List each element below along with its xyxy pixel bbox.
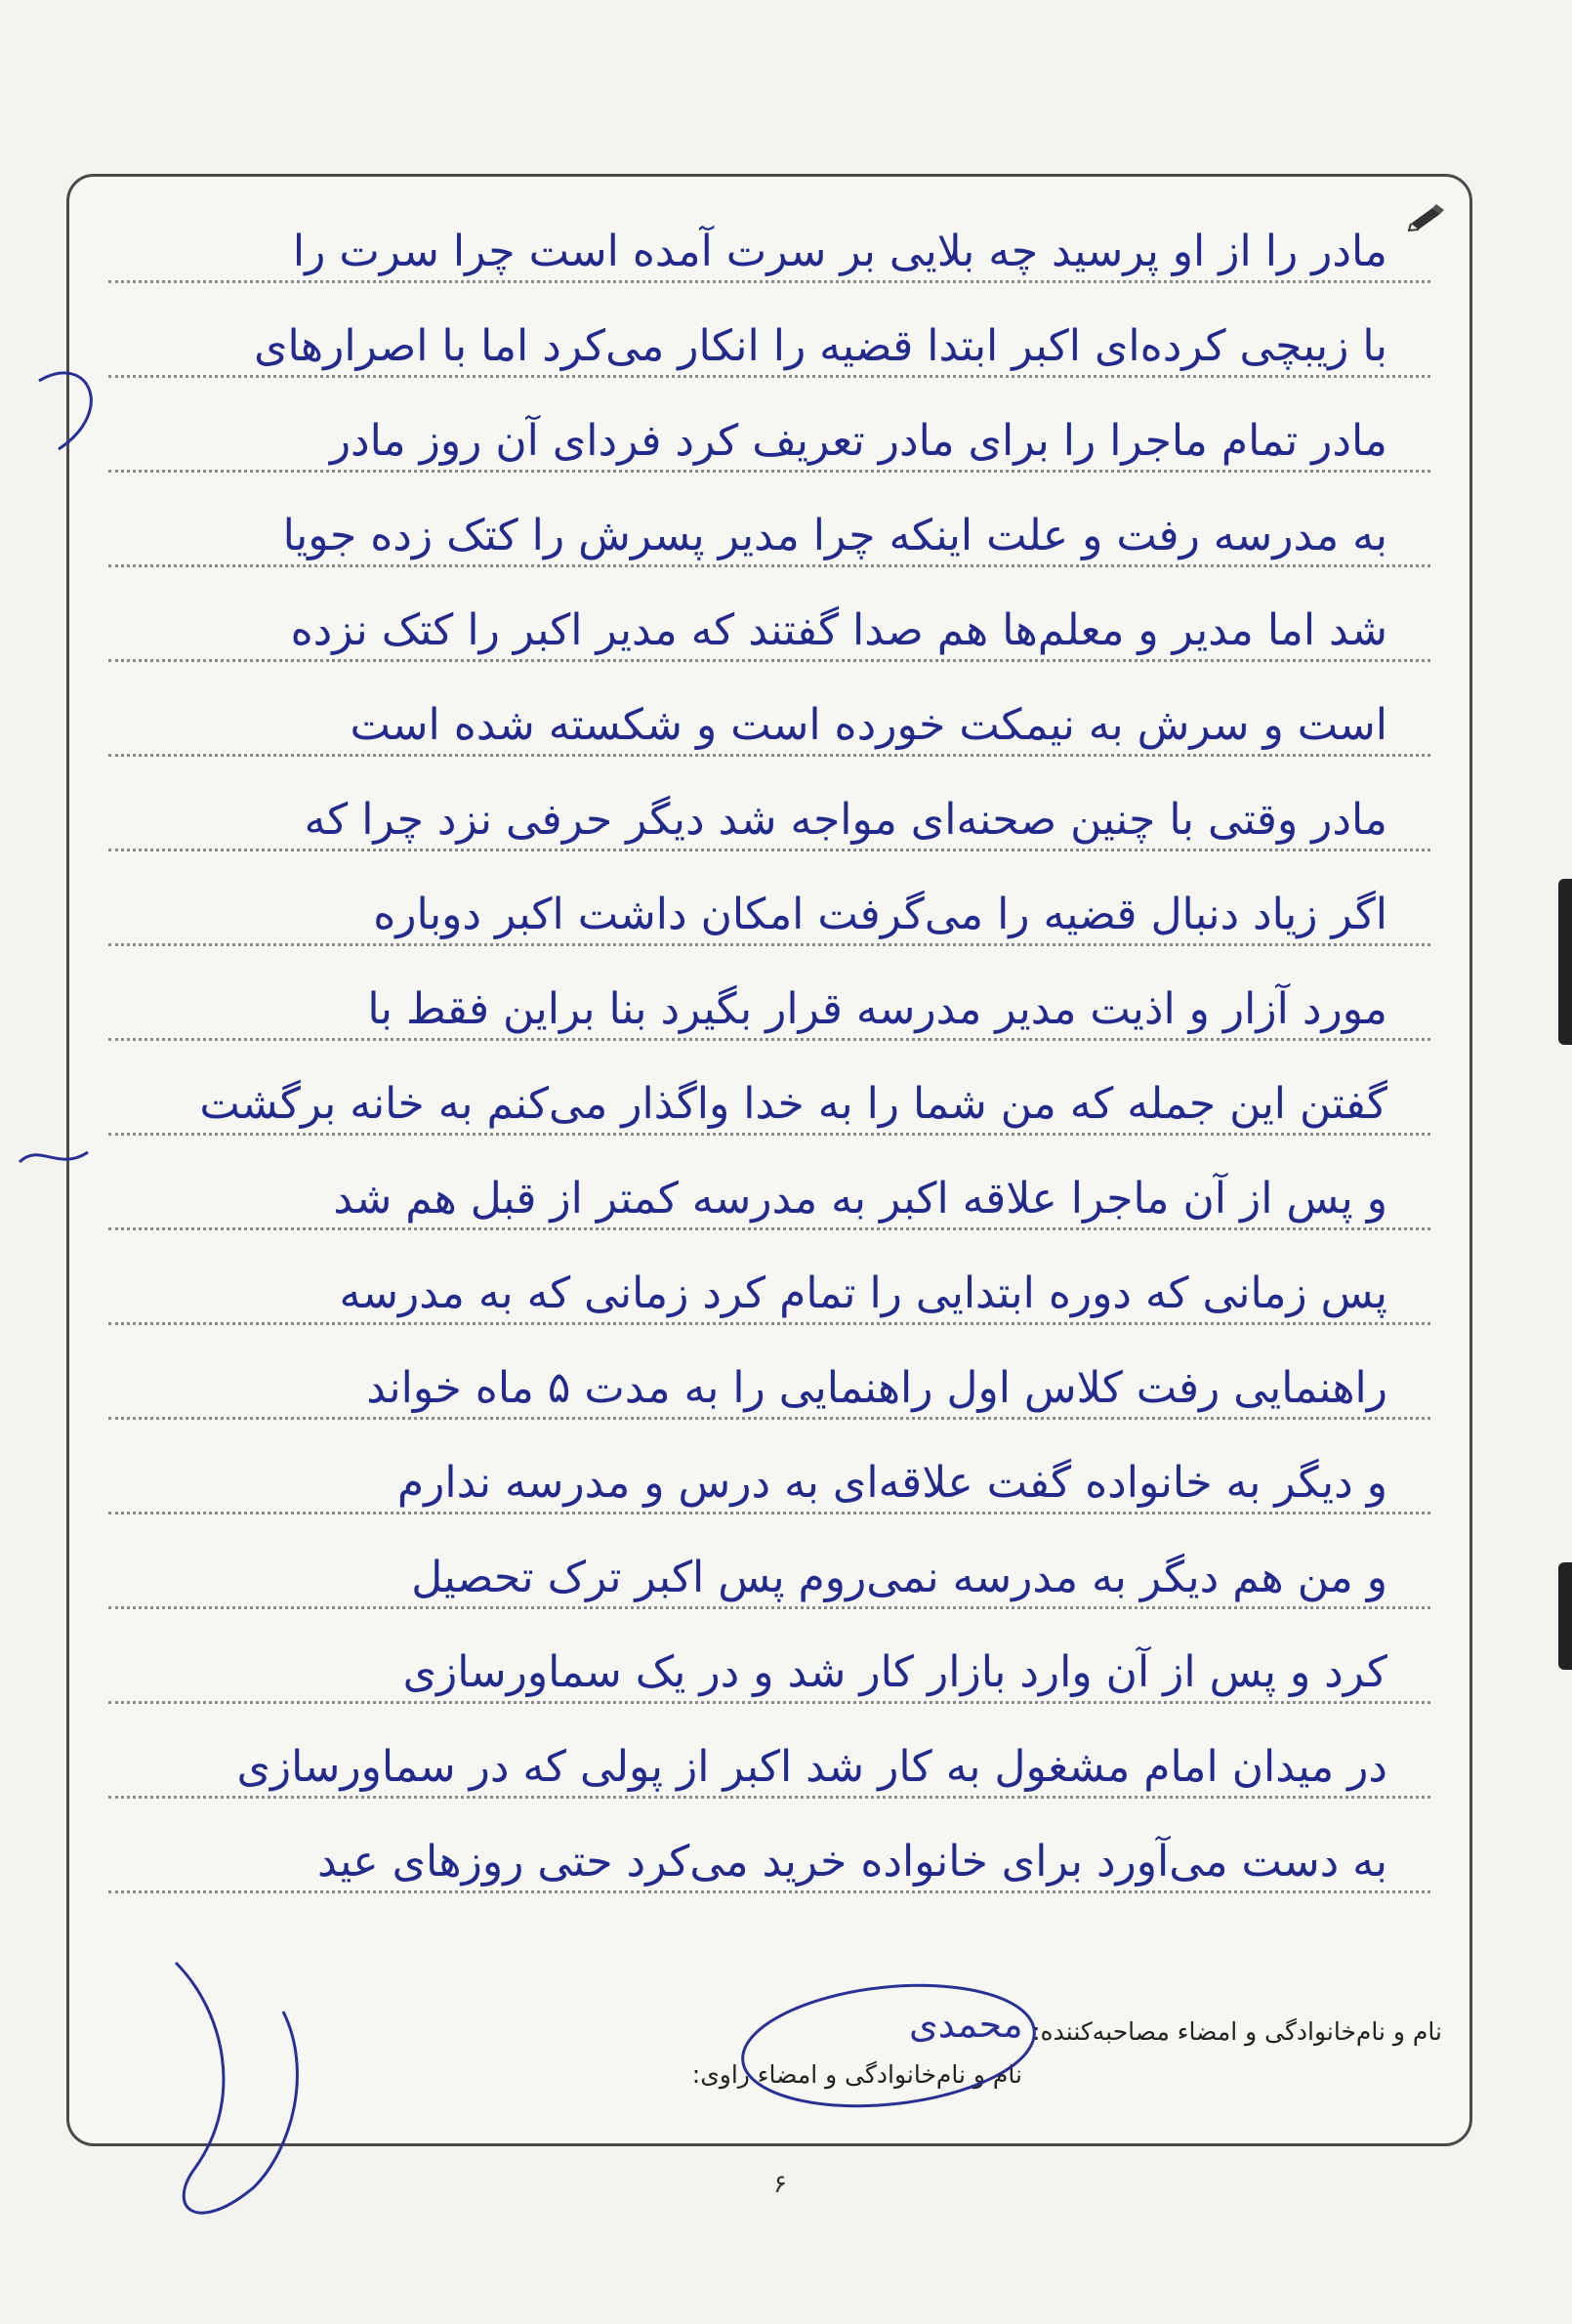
handwritten-text: است و سرش به نیمکت خورده است و شکسته شده است: [350, 700, 1387, 750]
handwritten-text: کرد و پس از آن وارد بازار کار شد و در یک سماورسازی: [402, 1647, 1387, 1697]
text-line: [108, 1816, 1430, 1911]
text-line: [108, 395, 1430, 490]
text-line: [108, 1532, 1430, 1627]
text-line: [108, 490, 1430, 585]
interviewer-signature: محمدی: [909, 2003, 1023, 2046]
handwritten-text: در میدان امام مشغول به کار شد اکبر از پولی که در سماورسازی: [236, 1742, 1387, 1792]
handwritten-text: اگر زیاد دنبال قضیه را می‌گرفت امکان داشت اکبر دوباره: [373, 890, 1387, 939]
text-line: [108, 1058, 1430, 1153]
handwritten-text: و من هم دیگر به مدرسه نمی‌روم پس اکبر ترک تحصیل: [411, 1553, 1387, 1602]
text-line: [108, 301, 1430, 395]
handwritten-text: مادر وقتی با چنین صحنه‌ای مواجه شد دیگر حرفی نزد چرا که: [304, 795, 1387, 845]
handwritten-text: و دیگر به خانواده گفت علاقه‌ای به درس و مدرسه ندارم: [396, 1458, 1387, 1508]
text-line: [108, 1437, 1430, 1532]
text-line: [108, 774, 1430, 869]
handwritten-text: به دست می‌آورد برای خانواده خرید می‌کرد حتی روزهای عید: [316, 1837, 1387, 1887]
text-line: [108, 585, 1430, 680]
handwritten-text: راهنمایی رفت کلاس اول راهنمایی را به مدت ۵ ماه خواند: [366, 1363, 1387, 1413]
narrator-signature-label: نام و نام‌خانوادگی و امضاء راوی:: [691, 2060, 1022, 2089]
text-line: [108, 206, 1430, 301]
text-line: [108, 869, 1430, 964]
handwritten-text: شد اما مدیر و معلم‌ها هم صدا گفتند که مدیر اکبر را کتک نزده: [290, 605, 1387, 655]
handwritten-text: گفتن این جمله که من شما را به خدا واگذار می‌کنم به خانه برگشت: [199, 1079, 1387, 1129]
handwritten-text: و پس از آن ماجرا علاقه اکبر به مدرسه کمتر از قبل هم شد: [333, 1174, 1387, 1224]
text-line: [108, 1248, 1430, 1343]
page-number: ۶: [773, 2170, 787, 2199]
text-line: [108, 1153, 1430, 1248]
binder-clip: [1558, 879, 1572, 1045]
text-line: [108, 1343, 1430, 1437]
interviewer-signature-label: نام و نام‌خانوادگی و امضاء مصاحبه‌کننده:: [1032, 2017, 1442, 2046]
text-line: [108, 1722, 1430, 1816]
handwritten-text: به مدرسه رفت و علت اینکه چرا مدیر پسرش را کتک زده جویا: [282, 511, 1387, 560]
binder-clip: [1558, 1562, 1572, 1670]
text-line: [108, 680, 1430, 774]
text-line: [108, 964, 1430, 1058]
handwritten-text: با زیبچی کرده‌ای اکبر ابتدا قضیه را انکار می‌کرد اما با اصرار‌های: [254, 321, 1387, 371]
text-line: [108, 1627, 1430, 1722]
handwritten-text: مادر را از او پرسید چه بلایی بر سرت آمده است چرا سرت را: [292, 227, 1387, 276]
handwritten-lines: [108, 206, 1430, 1911]
handwritten-text: پس زمانی که دوره ابتدایی را تمام کرد زمانی که به مدرسه: [339, 1268, 1387, 1318]
writing-frame: [66, 174, 1472, 2146]
handwritten-text: مادر تمام ماجرا را برای مادر تعریف کرد فردای آن روز مادر: [329, 416, 1387, 466]
handwritten-text: مورد آزار و اذیت مدیر مدرسه قرار بگیرد بنا براین فقط با: [367, 984, 1387, 1034]
